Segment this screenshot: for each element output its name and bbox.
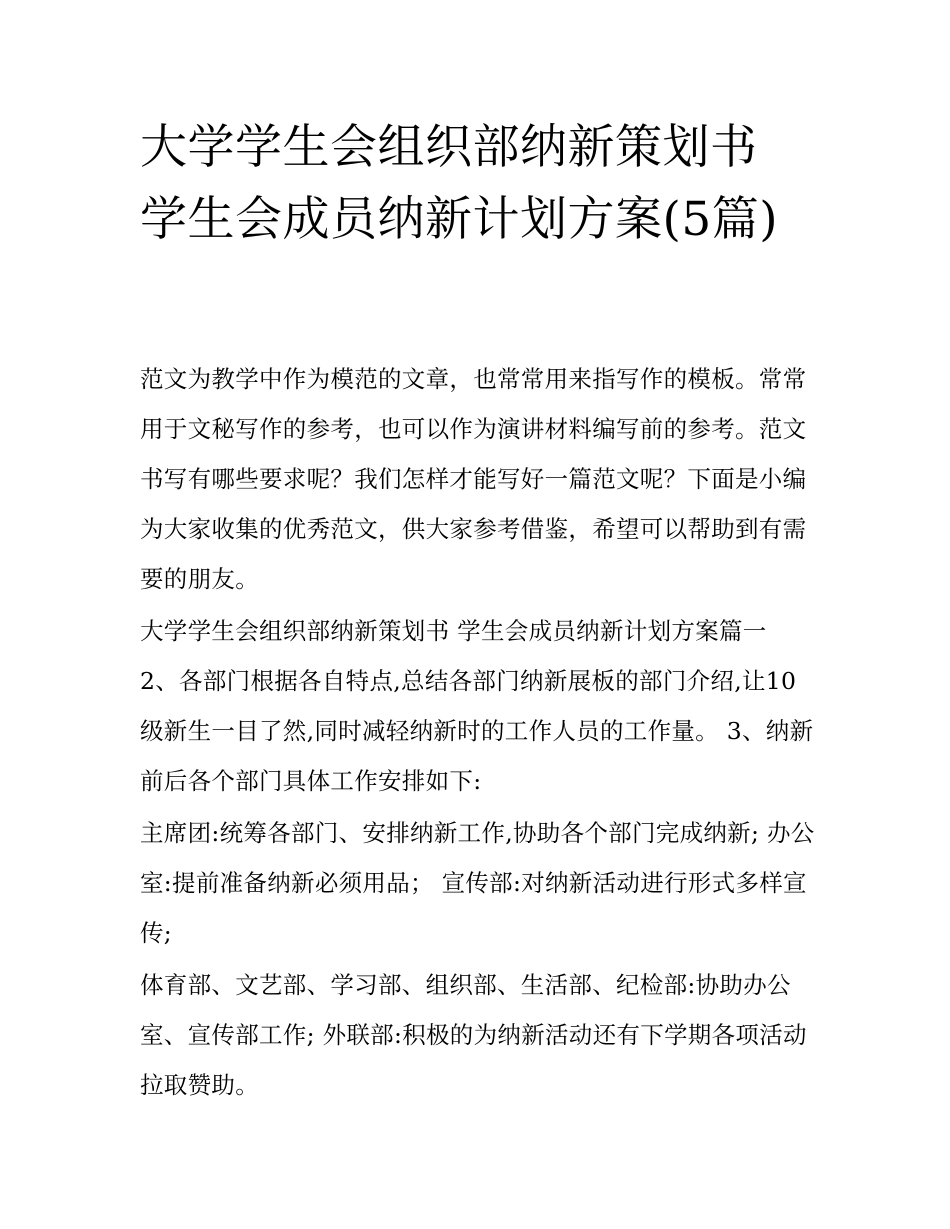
paragraph-text: 2、各部门根据各自特点,总结各部门纳新展板的部门介绍,让10级新生一目了然,同时减轻纳新时的工作人员的工作量。 3、纳新前后各个部门具体工作安排如下: <box>140 667 814 795</box>
intro-text: 范文为教学中作为模范的文章，也常常用来指写作的模板。常常用于文秘写作的参考，也可以作为演讲材料编写前的参考。范文书写有哪些要求呢？我们怎样才能写好一篇范文呢？下面是小编为大家收集的优秀范文，供大家参考借鉴，希望可以帮助到有需要的朋友。 <box>140 365 807 593</box>
paragraph-text: 体育部、文艺部、学习部、组织部、生活部、纪检部:协助办公室、宣传部工作; 外联部:积极的为纳新活动还有下学期各项活动拉取赞助。 <box>140 971 807 1099</box>
section-heading <box>140 606 820 656</box>
section-heading-text: 大学学生会组织部纳新策划书 学生会成员纳新计划方案篇一 <box>140 617 767 645</box>
document-title: 大学学生会组织部纳新策划书 学生会成员纳新计划方案(5篇) <box>140 120 779 247</box>
intro-paragraph <box>140 354 820 604</box>
paragraph-text: 主席团:统筹各部门、安排纳新工作,协助各个部门完成纳新; 办公室:提前准备纳新必须用品； 宣传部:对纳新活动进行形式多样宣传; <box>140 819 815 947</box>
paragraph-preparation <box>140 656 820 806</box>
paragraph-support-departments <box>140 960 820 1110</box>
paragraph-department-duties <box>140 808 820 958</box>
